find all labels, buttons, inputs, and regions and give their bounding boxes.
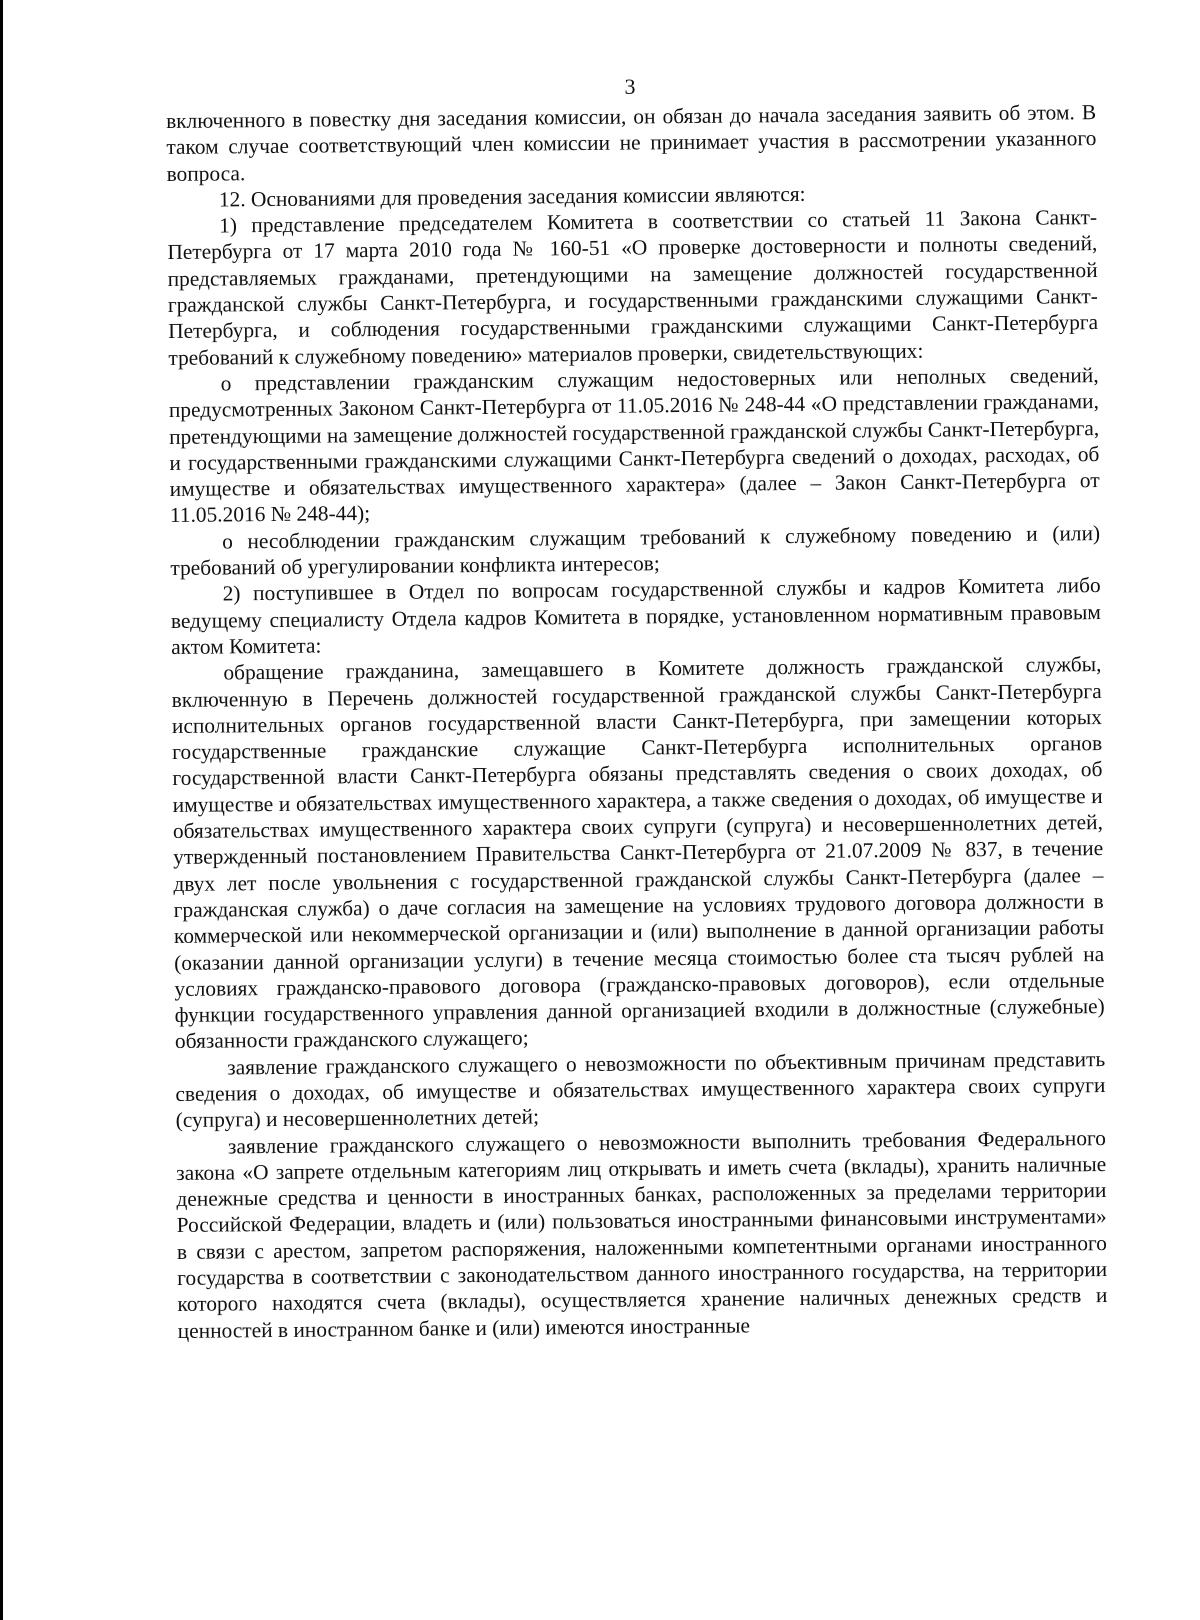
paragraph-item-1: 1) представление председателем Комитета в соответствии со статьей 11 Закона Санкт-Петербурга от 17 марта 2010 года № 160-51 «О проверке достоверности и полноты сведений, представляемых гражданами, претендующими на замещение должностей государственной гражданской службы Санкт-Петербурга, и государственными гражданскими служащими Санкт-Петербурга, и соблюдения государственными гражданскими служащими Санкт-Петербурга требований к служебному поведению» материалов проверки, свидетельствующих: <box>167 205 1099 370</box>
paragraph-continuation: включенного в повестку дня заседания комиссии, он обязан до начала заседания заявить об этом. В таком случае соответствующий член комиссии не принимает участия в рассмотрении указанного вопроса. <box>166 100 1097 186</box>
scan-edge <box>0 0 3 1620</box>
paragraph-citizen-appeal: обращение гражданина, замещавшего в Комитете должность гражданской службы, включенную в Перечень должностей государственной гражданской службы Санкт-Петербурга исполнительных органов государственной власти Санкт-Петербурга, при замещении которых государственные гражданские служащие Санкт-Петербурга исполнительных органов государственной власти Санкт-Петербурга обязаны представлять сведения о своих доходах, об имуществе и обязательствах имущественного характера, а также сведения о доходах, об имуществе и обязательствах имущественного характера своих супруги (супруга) и несовершеннолетних детей, утвержденный постановлением Правительства Санкт-Петербурга от 21.07.2009 № 837, в течение двух лет после увольнения с государственной гражданской службы Санкт-Петербурга (далее – гражданская служба) о даче согласия на замещение на условиях трудового договора должности в коммерческой или некоммерческой организации и (или) выполнение в данной организации работы (оказании данной организации услуги) в течение месяца стоимостью более ста тысяч рублей на условиях гражданско-правового договора (гражданско-правовых договоров), если отдельные функции государственного управления данной организацией входили в должностные (служебные) обязанности гражданского служащего; <box>171 652 1105 1054</box>
paragraph-noncompliance: о несоблюдении гражданским служащим требований к служебному поведению и (или) требований об урегулировании конфликта интересов; <box>170 520 1101 581</box>
page-number: 3 <box>624 74 636 99</box>
paragraph-clause-12: 12. Основаниями для проведения заседания комиссии являются: <box>218 181 806 212</box>
paragraph-item-2: 2) поступившее в Отдел по вопросам государственной службы и кадров Комитета либо ведущему специалисту Отдела кадров Комитета в порядке, установленном нормативным правовым актом Комитета: <box>170 573 1101 659</box>
paragraph-statement-income: заявление гражданского служащего о невозможности по объективным причинам представить сведения о доходах, об имуществе и обязательствах имущественного характера своих супруги (супруга) и несовершеннолетних детей; <box>175 1046 1106 1133</box>
paragraph-unreliable-info: о представлении гражданским служащим недостоверных или неполных сведений, предусмотренных Законом Санкт-Петербурга от 11.05.2016 № 248-44 «О представлении гражданами, претендующими на замещение должностей государственной гражданской службы Санкт-Петербурга, и государственными гражданскими служащими Санкт-Петербурга сведений о доходах, расходах, об имуществе и обязательствах имущественного характера» (далее – Закон Санкт-Петербурга от 11.05.2016 № 248-44); <box>168 363 1100 528</box>
document-body <box>166 99 1108 1344</box>
paragraph-statement-foreign-accounts: заявление гражданского служащего о невозможности выполнить требования Федерального закона «О запрете отдельным категориям лиц открывать и иметь счета (вклады), хранить наличные денежные средства и ценности в иностранных банках, расположенных за пределами территории Российской Федерации, владеть и (или) пользоваться иностранными финансовыми инструментами» в связи с арестом, запретом распоряжения, наложенными компетентными органами иностранного государства в соответствии с законодательством данного иностранного государства, на территории которого находятся счета (вклады), осуществляется хранение наличных денежных средств и ценностей в иностранном банке и (или) имеются иностранные <box>176 1125 1108 1343</box>
